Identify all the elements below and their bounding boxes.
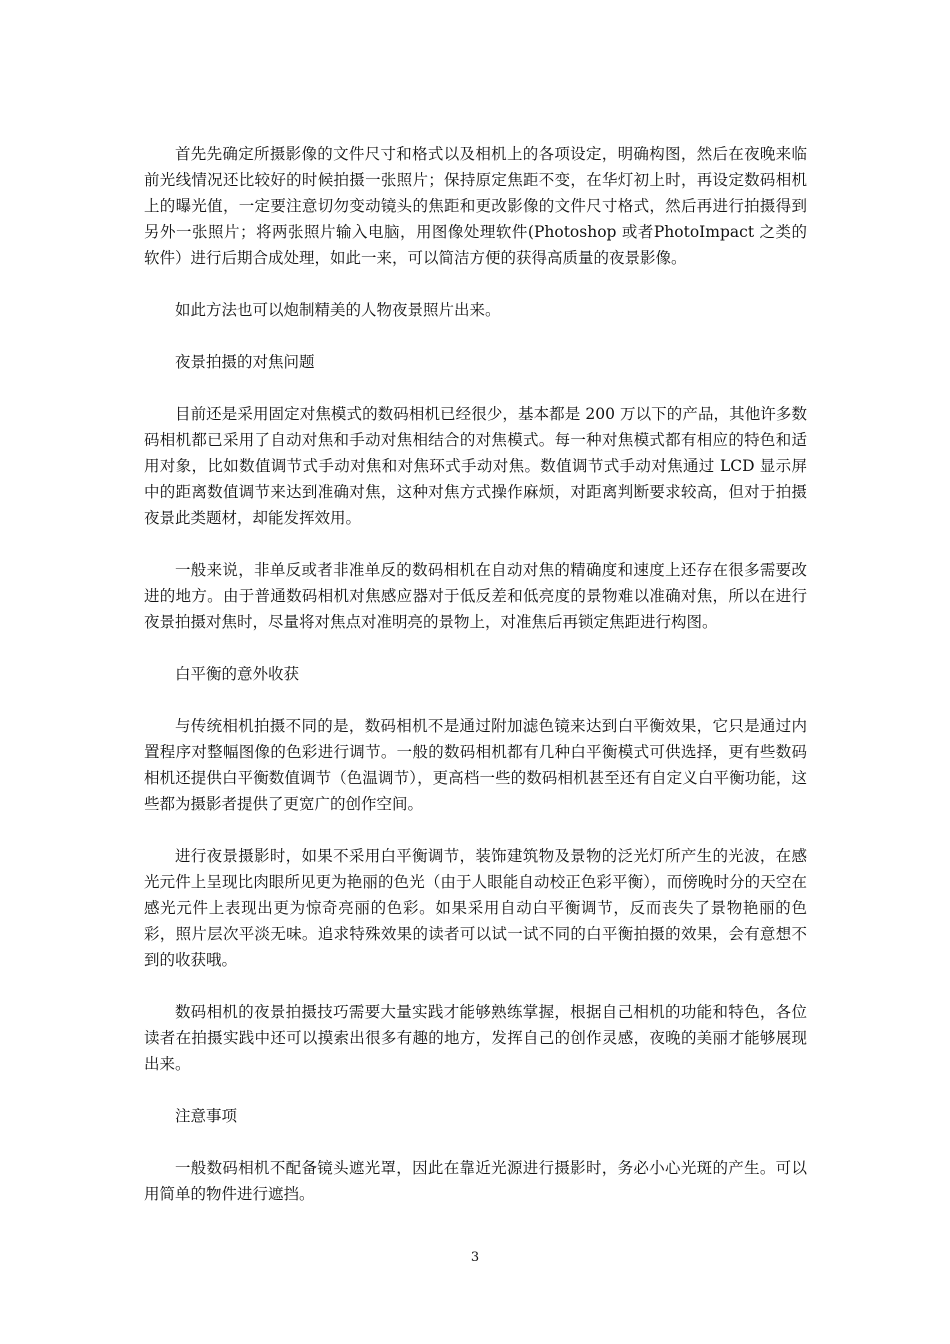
paragraph-spacer <box>144 271 807 297</box>
paragraph-lens-hood: 一般数码相机不配备镜头遮光罩，因此在靠近光源进行摄影时，务必小心光斑的产生。可以用简单的物件进行遮挡。 <box>144 1159 807 1203</box>
paragraph-spacer <box>144 323 807 349</box>
paragraph-focus-modes: 目前还是采用固定对焦模式的数码相机已经很少，基本都是 200 万以下的产品，其他许多数码相机都已采用了自动对焦和手动对焦相结合的对焦模式。每一种对焦模式都有相应的特色和适用对象，比如数值调节式手动对焦和对焦环式手动对焦。数值调节式手动对焦通过 LCD 显示屏中的距离数值调节来达到准确对焦，这种对焦方式操作麻烦，对距离判断要求较高，但对于拍摄夜景此类题材，却能发挥效用。 <box>144 405 807 527</box>
paragraph-spacer <box>144 1129 807 1155</box>
paragraph-spacer <box>144 531 807 557</box>
paragraph-spacer <box>144 635 807 661</box>
paragraph-night-composite-method: 首先先确定所摄影像的文件尺寸和格式以及相机上的各项设定，明确构图，然后在夜晚来临前光线情况还比较好的时候拍摄一张照片；保持原定焦距不变，在华灯初上时，再设定数码相机上的曝光值，一定要注意切勿变动镜头的焦距和更改影像的文件尺寸格式，然后再进行拍摄得到另外一张照片；将两张照片输入电脑，用图像处理软件(Photoshop 或者PhotoImpact 之类的软件）进行后期合成处理，如此一来，可以简洁方便的获得高质量的夜景影像。 <box>144 145 807 267</box>
paragraph-spacer <box>144 687 807 713</box>
section-heading-focus: 夜景拍摄的对焦问题 <box>175 353 315 371</box>
paragraph-spacer <box>144 1077 807 1103</box>
paragraph-white-balance-night: 进行夜景摄影时，如果不采用白平衡调节，装饰建筑物及景物的泛光灯所产生的光波，在感光元件上呈现比肉眼所见更为艳丽的色光（由于人眼能自动校正色彩平衡），而傍晚时分的天空在感光元件上表现出更为惊奇亮丽的色彩。如果采用自动白平衡调节，反而丧失了景物艳丽的色彩，照片层次平淡无味。追求特殊效果的读者可以试一试不同的白平衡拍摄的效果，会有意想不到的收获哦。 <box>144 847 807 969</box>
section-heading-white-balance: 白平衡的意外收获 <box>175 665 300 683</box>
page-number: 3 <box>470 1250 480 1265</box>
paragraph-white-balance-intro: 与传统相机拍摄不同的是，数码相机不是通过附加滤色镜来达到白平衡效果，它只是通过内置程序对整幅图像的色彩进行调节。一般的数码相机都有几种白平衡模式可供选择，更有些数码相机还提供白平衡数值调节（色温调节），更高档一些的数码相机甚至还有自定义白平衡功能，这些都为摄影者提供了更宽广的创作空间。 <box>144 717 807 813</box>
paragraph-autofocus-tips: 一般来说，非单反或者非准单反的数码相机在自动对焦的精确度和速度上还存在很多需要改进的地方。由于普通数码相机对焦感应器对于低反差和低亮度的景物难以准确对焦，所以在进行夜景拍摄对焦时，尽量将对焦点对准明亮的景物上，对准焦后再锁定焦距进行构图。 <box>144 561 807 631</box>
paragraph-practice: 数码相机的夜景拍摄技巧需要大量实践才能够熟练掌握，根据自己相机的功能和特色，各位读者在拍摄实践中还可以摸索出很多有趣的地方，发挥自己的创作灵感，夜晚的美丽才能够展现出来。 <box>144 1003 807 1073</box>
paragraph-spacer <box>144 973 807 999</box>
section-heading-notes: 注意事项 <box>175 1107 238 1125</box>
document-body <box>144 141 807 1207</box>
paragraph-spacer <box>144 375 807 401</box>
paragraph-spacer <box>144 817 807 843</box>
paragraph-portrait-night: 如此方法也可以炮制精美的人物夜景照片出来。 <box>175 301 501 319</box>
